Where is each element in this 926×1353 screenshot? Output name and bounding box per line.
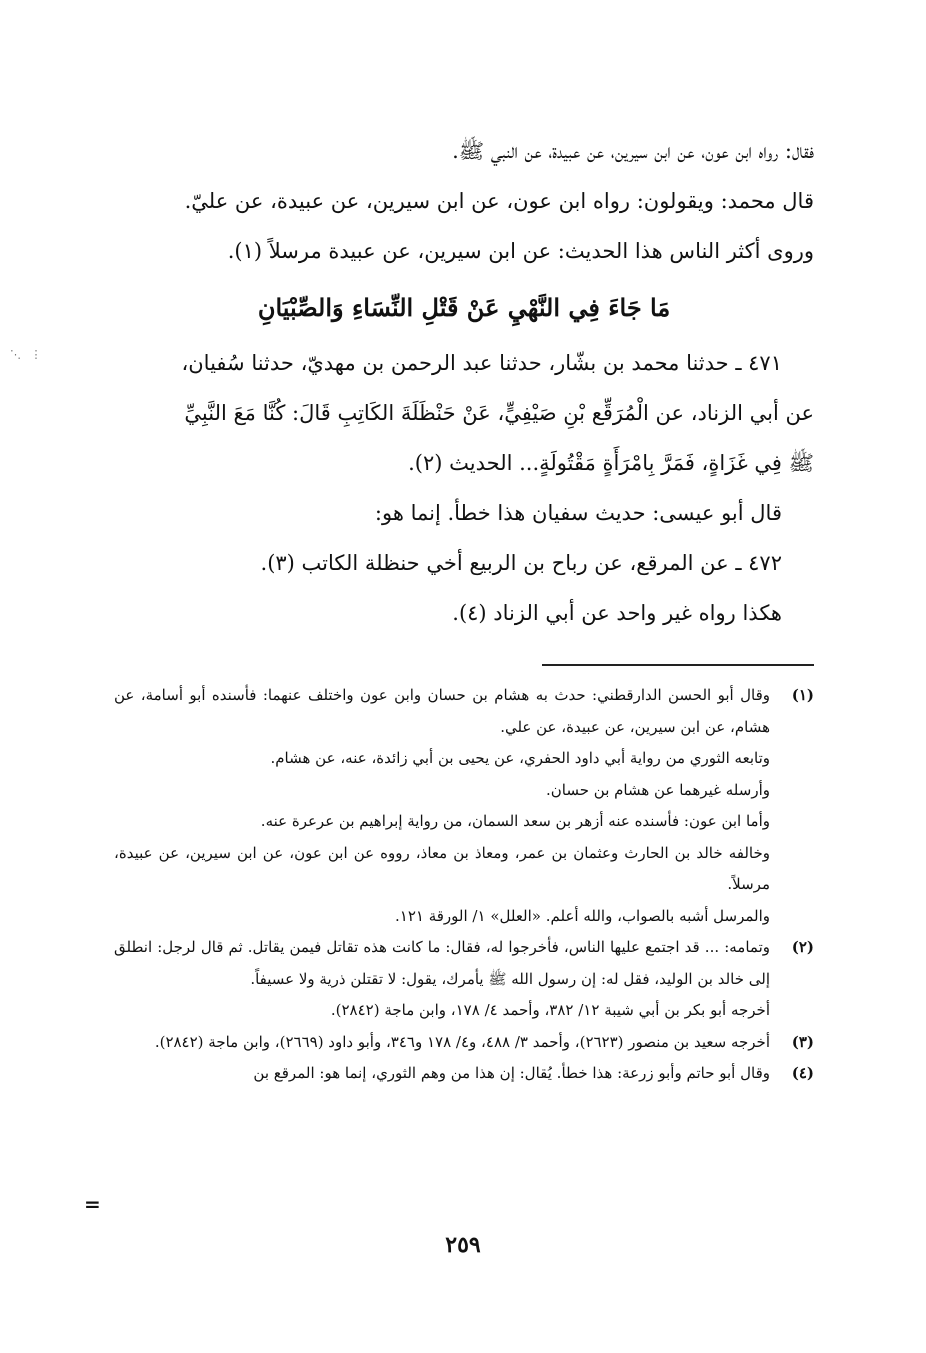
footnote-text: وأما ابن عون: فأسنده عنه أزهر بن سعد السمان، من رواية إبراهيم بن عرعرة عنه. — [260, 812, 770, 830]
footnote-4 — [114, 1058, 814, 1090]
footnote-text: وتمامه: ... قد اجتمع عليها الناس، فأخرجوا له، فقال: ما كانت هذه تقاتل فيمن يقاتل. ثم قال لرجل: انطلق إلى خالد بن الوليد، فقل له: إن رسول الله ﷺ يأمرك، يقول: لا تقتلن ذرية ولا عسيفاً. — [114, 938, 770, 988]
footnote-text: أخرجه سعيد بن منصور (٢٦٢٣)، وأحمد ٣/ ٤٨٨، و٤/ ١٧٨ و٣٤٦، وأبو داود (٢٦٦٩)، وابن ماجة (٢٨٤٢). — [154, 1032, 770, 1051]
main-line-1: فقال: رواه ابن عون، عن ابن سيرين، عن عبيدة، عن النبي ﷺ. — [452, 139, 814, 163]
main-text — [114, 126, 814, 638]
footnote-text: وخالفه خالد بن الحارث وعثمان بن عمر، ومعاذ بن معاذ، رووه عن ابن عون، عن ابن سيرين، عن عبيدة، مرسلاً. — [114, 843, 770, 893]
main-line-2: قال محمد: ويقولون: رواه ابن عون، عن ابن سيرين، عن عبيدة، عن عليّ. — [184, 189, 814, 213]
footnote-text: والمرسل أشبه بالصواب، والله أعلم. «العلل» ١/ الورقة ١٢١. — [394, 906, 770, 925]
abu-isa-comment: قال أبو عيسى: حديث سفيان هذا خطأ. إنما هو: — [374, 501, 782, 525]
footnote-number: (١) — [791, 686, 814, 704]
footnote-3 — [114, 1027, 814, 1059]
footnote-1 — [114, 680, 814, 932]
main-line-3: وروى أكثر الناس هذا الحديث: عن ابن سيرين، عن عبيدة مرسلاً (١). — [227, 239, 814, 263]
hadith-471-line-1: ٤٧١ ـ حدثنا محمد بن بشّار، حدثنا عبد الرحمن بن مهديّ، حدثنا سُفيان، — [181, 351, 782, 375]
footnote-text: وقال أبو الحسن الدارقطني: حدث به هشام بن حسان وابن عون واختلف عنهما: فأسنده أبو أسامة، عن هشام، عن ابن سيرين، عن عبيدة، عن علي. — [114, 686, 770, 736]
continuation-mark: = — [84, 1192, 101, 1216]
page-number: ٢٥٩ — [445, 1232, 481, 1258]
scan-speck-icon: ⋮ ⋰ — [10, 348, 45, 361]
hadith-472: ٤٧٢ ـ عن المرقع، عن رباح بن الربيع أخي حنظلة الكاتب (٣). — [260, 551, 782, 575]
hadith-471-line-3: ﷺ فِي غَزَاةٍ، فَمَرَّ بِامْرَأَةٍ مَقْتُولَةٍ... الحديث (٢). — [408, 451, 814, 475]
footnote-number: (٣) — [791, 1032, 814, 1051]
footnote-text: وتابعه الثوري من رواية أبي داود الحفري، عن يحيى بن أبي زائدة، عنه، عن هشام. — [270, 749, 770, 767]
footnote-divider — [542, 664, 814, 666]
footnote-number: (٢) — [791, 938, 814, 956]
footnote-2 — [114, 932, 814, 1027]
footnote-text: وأرسله غيرهما عن هشام بن حسان. — [546, 780, 770, 799]
footnote-number: (٤) — [791, 1064, 814, 1082]
footnote-text: وقال أبو حاتم وأبو زرعة: هذا خطأ. يُقال: إن هذا من وهم الثوري، إنما هو: المرقع بن — [253, 1064, 770, 1082]
chapter-heading: مَا جَاءَ فِي النَّهْيِ عَنْ قَتْلِ النِّسَاءِ وَالصِّبْيَانِ — [257, 293, 671, 322]
footnotes — [114, 680, 814, 1090]
footnote-text: أخرجه أبو بكر بن أبي شيبة ١٢/ ٣٨٢، وأحمد ٤/ ١٧٨، وابن ماجة (٢٨٤٢). — [330, 1001, 770, 1019]
hadith-471-line-2: عن أبي الزناد، عن الْمُرَقِّع بْنِ صَيْفِيٍّ، عَنْ حَنْظَلَةَ الكَاتِبِ قَالَ: كُنَّا مَعَ النَّبِيِّ — [184, 401, 814, 425]
closing-line: هكذا رواه غير واحد عن أبي الزناد (٤). — [452, 601, 782, 625]
